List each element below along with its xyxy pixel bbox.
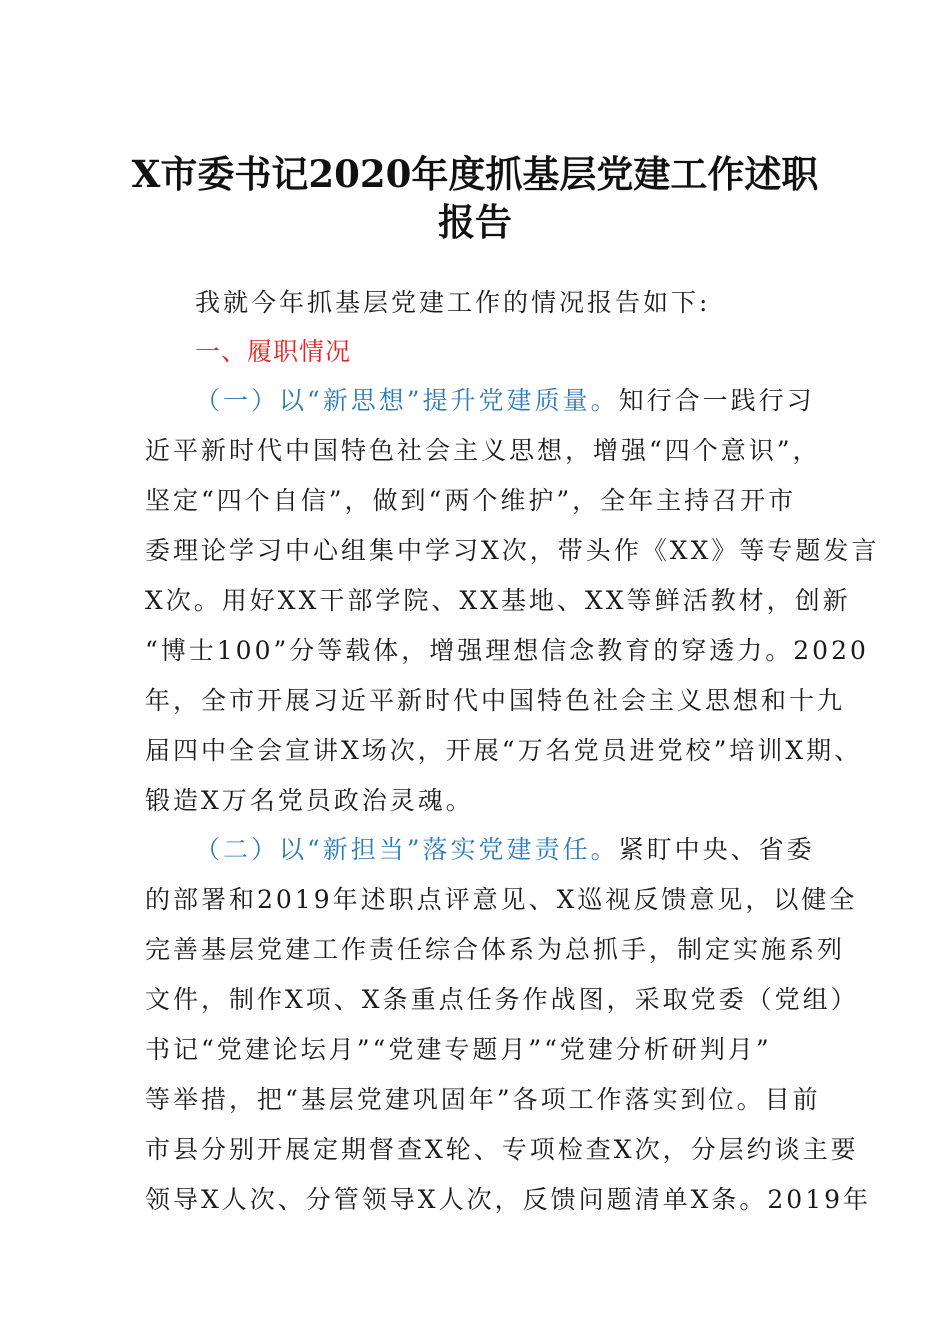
para1-line: 坚定“四个自信”，做到“两个维护”，全年主持召开市 <box>145 486 797 515</box>
document-title-line1: X市委书记2020年度抓基层党建工作述职 <box>131 152 819 196</box>
para2-line: 文件，制作X项、X条重点任务作战图，采取党委（党组） <box>145 985 859 1014</box>
para2-line: 市县分别开展定期督查X轮、专项检查X次，分层约谈主要 <box>145 1135 859 1164</box>
para2-line: 紧盯中央、省委 <box>618 835 815 864</box>
para1-line: 近平新时代中国特色社会主义思想，增强“四个意识”， <box>145 436 821 465</box>
para2-line: 完善基层党建工作责任综合体系为总抓手，制定实施系列 <box>145 935 846 964</box>
section-heading-performance: 一、履职情况 <box>195 337 352 366</box>
para1-line: 年，全市开展习近平新时代中国特色社会主义思想和十九 <box>145 686 846 715</box>
para1-subheading: （一）以“新思想”提升党建质量。 <box>195 386 619 415</box>
para2-line: 领导X人次、分管领导X人次，反馈问题清单X条。2019年 <box>145 1185 872 1214</box>
para1-first-line <box>195 384 815 418</box>
para2-subheading: （二）以“新担当”落实党建责任。 <box>195 835 619 864</box>
para1-line: 锻造X万名党员政治灵魂。 <box>145 786 474 815</box>
para1-line: X次。用好XX干部学院、XX基地、XX等鲜活教材，创新 <box>145 586 851 615</box>
para1-line: 知行合一践行习 <box>618 386 815 415</box>
para2-first-line <box>195 833 815 867</box>
para1-line: 委理论学习中心组集中学习X次，带头作《XX》等专题发言 <box>145 536 880 565</box>
para2-line: 等举措，把“基层党建巩固年”各项工作落实到位。目前 <box>145 1085 821 1114</box>
document-title-line2: 报告 <box>438 200 512 244</box>
para1-line: “博士100”分等载体，增强理想信念教育的穿透力。2020 <box>145 636 869 665</box>
para2-line: 书记“党建论坛月”“党建专题月”“党建分析研判月” <box>145 1035 772 1064</box>
para2-line: 的部署和2019年述职点评意见、X巡视反馈意见，以健全 <box>145 885 858 914</box>
intro-paragraph: 我就今年抓基层党建工作的情况报告如下: <box>195 288 711 317</box>
para1-line: 届四中全会宣讲X场次，开展“万名党员进党校”培训X期、 <box>145 736 863 765</box>
